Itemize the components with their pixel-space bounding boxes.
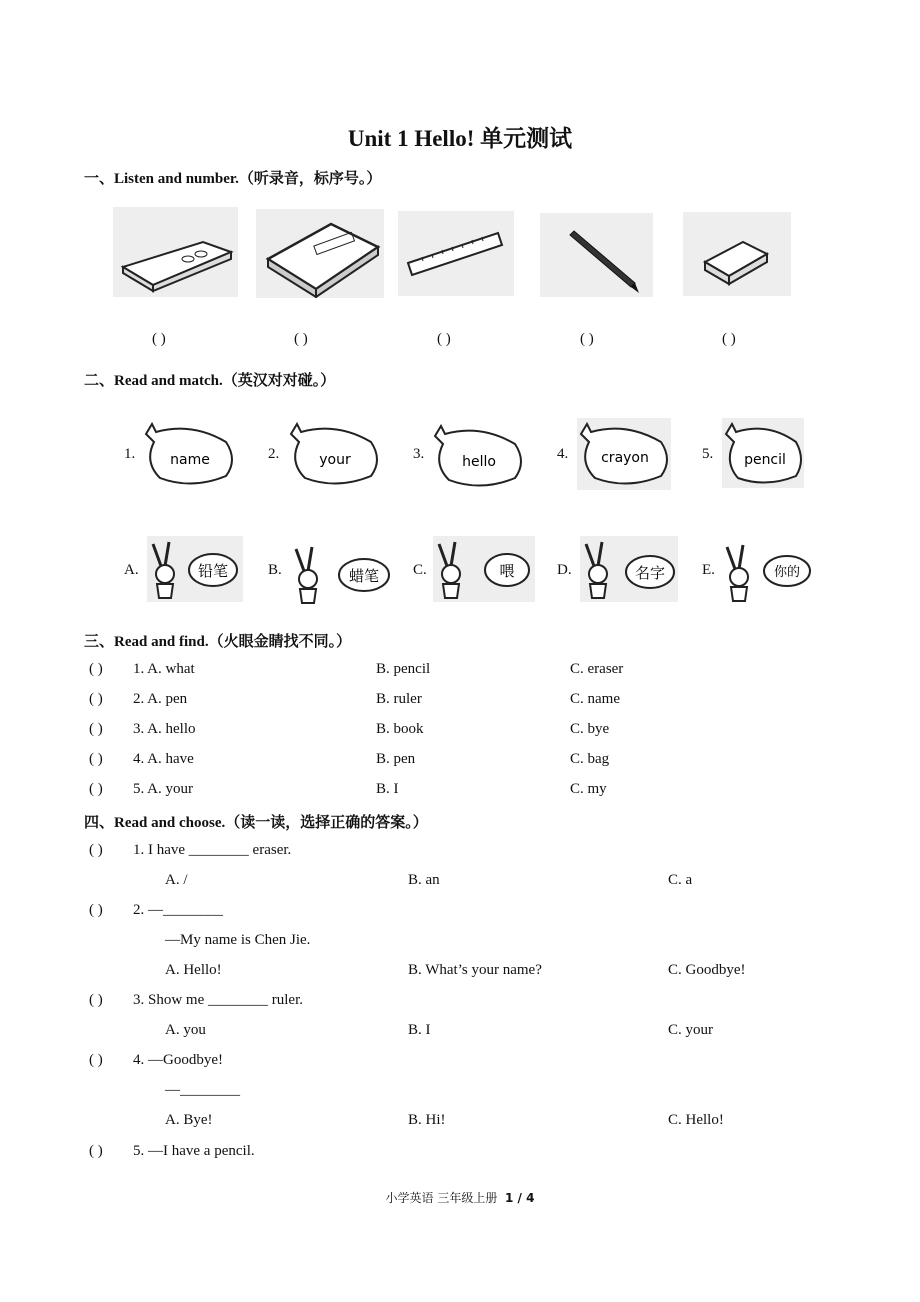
answer-paren[interactable]: ( ) bbox=[89, 781, 103, 797]
leaf-word-card bbox=[431, 420, 525, 492]
leaf-word: hello bbox=[462, 454, 496, 470]
question-option-c: C. bag bbox=[570, 751, 610, 767]
question-option-c: C. eraser bbox=[570, 661, 624, 677]
answer-blank[interactable]: ( ) bbox=[722, 331, 736, 347]
section-1-heading: 一、Listen and number.（听录音，标序号。） bbox=[84, 171, 382, 187]
question-option-c: C. name bbox=[570, 691, 620, 707]
answer-paren[interactable]: ( ) bbox=[89, 691, 103, 707]
choice-b: B. I bbox=[408, 1022, 431, 1038]
question-option-b: B. book bbox=[376, 721, 424, 737]
leaf-word-card bbox=[722, 418, 804, 488]
rabbit-speech-card bbox=[433, 536, 535, 602]
choice-c: C. your bbox=[668, 1022, 713, 1038]
choice-a: A. Bye! bbox=[165, 1112, 213, 1128]
word-number: 4. bbox=[557, 446, 569, 462]
word-number: 2. bbox=[268, 446, 280, 462]
answer-paren[interactable]: ( ) bbox=[89, 992, 103, 1008]
question-option-c: C. bye bbox=[570, 721, 610, 737]
question-stem: 2. —________ bbox=[133, 902, 223, 918]
question-stem: 1. I have ________ eraser. bbox=[133, 842, 292, 858]
choice-a: A. you bbox=[165, 1022, 206, 1038]
leaf-word-card bbox=[287, 418, 381, 490]
choice-b: B. Hi! bbox=[408, 1112, 446, 1128]
question-option-b: B. pencil bbox=[376, 661, 431, 677]
book-image bbox=[256, 209, 384, 298]
speech-text: 名字 bbox=[634, 564, 666, 582]
question-option-b: B. pen bbox=[376, 751, 416, 767]
eraser-icon bbox=[683, 212, 791, 296]
rabbit-speech-card bbox=[580, 536, 678, 602]
answer-paren[interactable]: ( ) bbox=[89, 1052, 103, 1068]
ruler-icon bbox=[398, 211, 514, 296]
question-option-a: 2. A. pen bbox=[133, 691, 188, 707]
choice-b: B. an bbox=[408, 872, 440, 888]
question-option-b: B. ruler bbox=[376, 691, 422, 707]
leaf-word: pencil bbox=[744, 452, 786, 468]
rabbit-speech-card bbox=[290, 541, 392, 605]
leaf-word: crayon bbox=[601, 450, 649, 466]
footer-label: 小学英语 三年级上册 bbox=[385, 1191, 498, 1205]
word-number: 1. bbox=[124, 446, 136, 462]
pencil-box-icon bbox=[113, 207, 238, 297]
meaning-letter: A. bbox=[124, 562, 139, 578]
meaning-letter: E. bbox=[702, 562, 715, 578]
eraser-image bbox=[683, 212, 791, 296]
question-option-a: 3. A. hello bbox=[133, 721, 196, 737]
section-4-heading: 四、Read and choose.（读一读，选择正确的答案。） bbox=[84, 815, 428, 831]
choice-a: A. Hello! bbox=[165, 962, 222, 978]
pencil-box-image bbox=[113, 207, 238, 297]
question-option-a: 4. A. have bbox=[133, 751, 194, 767]
question-stem: 3. Show me ________ ruler. bbox=[133, 992, 303, 1008]
word-number: 5. bbox=[702, 446, 714, 462]
answer-paren[interactable]: ( ) bbox=[89, 661, 103, 677]
page-footer bbox=[0, 1189, 920, 1206]
section-3-heading: 三、Read and find.（火眼金睛找不同。） bbox=[84, 634, 352, 650]
choice-c: C. a bbox=[668, 872, 693, 888]
question-stem: 4. —Goodbye! bbox=[133, 1052, 223, 1068]
leaf-word-card bbox=[577, 418, 671, 490]
choice-b: B. What’s your name? bbox=[408, 962, 542, 978]
rabbit-speech-card bbox=[147, 536, 243, 602]
rabbit-speech-card bbox=[721, 539, 813, 603]
choice-a: A. / bbox=[165, 872, 188, 888]
question-option-c: C. my bbox=[570, 781, 607, 797]
question-stem: 5. —I have a pencil. bbox=[133, 1143, 255, 1159]
answer-paren[interactable]: ( ) bbox=[89, 902, 103, 918]
choice-c: C. Hello! bbox=[668, 1112, 724, 1128]
ruler-image bbox=[398, 211, 514, 296]
page-number: 1 / 4 bbox=[505, 1191, 535, 1205]
speech-text: 喂 bbox=[499, 562, 515, 580]
answer-blank[interactable]: ( ) bbox=[580, 331, 594, 347]
word-number: 3. bbox=[413, 446, 425, 462]
answer-paren[interactable]: ( ) bbox=[89, 751, 103, 767]
book-icon bbox=[256, 209, 384, 298]
section-2-heading: 二、Read and match.（英汉对对碰。） bbox=[84, 373, 336, 389]
answer-blank[interactable]: ( ) bbox=[294, 331, 308, 347]
leaf-word: name bbox=[170, 452, 210, 468]
pen-icon bbox=[540, 213, 653, 297]
answer-paren[interactable]: ( ) bbox=[89, 842, 103, 858]
question-line: —________ bbox=[165, 1082, 240, 1098]
pen-image bbox=[540, 213, 653, 297]
answer-paren[interactable]: ( ) bbox=[89, 1143, 103, 1159]
speech-text: 蜡笔 bbox=[348, 567, 380, 585]
question-option-a: 1. A. what bbox=[133, 661, 195, 677]
question-option-a: 5. A. your bbox=[133, 781, 193, 797]
choice-c: C. Goodbye! bbox=[668, 962, 746, 978]
speech-text: 你的 bbox=[773, 565, 801, 580]
answer-blank[interactable]: ( ) bbox=[152, 331, 166, 347]
answer-blank[interactable]: ( ) bbox=[437, 331, 451, 347]
meaning-letter: C. bbox=[413, 562, 427, 578]
page-title: Unit 1 Hello! 单元测试 bbox=[347, 126, 573, 151]
question-option-b: B. I bbox=[376, 781, 399, 797]
question-line: —My name is Chen Jie. bbox=[165, 932, 311, 948]
speech-text: 铅笔 bbox=[197, 562, 229, 580]
meaning-letter: B. bbox=[268, 562, 282, 578]
answer-paren[interactable]: ( ) bbox=[89, 721, 103, 737]
meaning-letter: D. bbox=[557, 562, 572, 578]
leaf-word-card bbox=[142, 418, 236, 490]
leaf-word: your bbox=[319, 452, 351, 468]
